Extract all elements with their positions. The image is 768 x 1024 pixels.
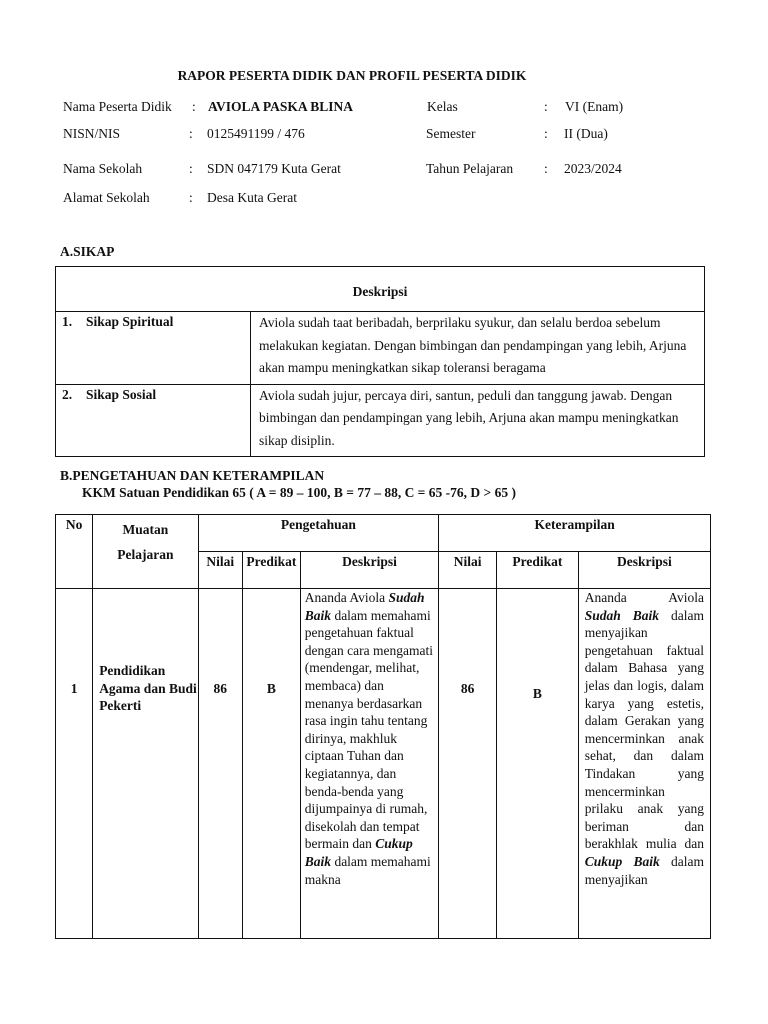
desc-emphasis: Sudah Baik <box>304 590 425 623</box>
desc-text: dalam menyajikan pengetahuan faktual dalam Bahasa yang jelas dan logis, dalam karya yang estetis, dalam Gerakan yang mencerminkan anak sehat, dan dalam Tindakan yang mencerminkan prilaku anak yang beriman dan berakhlak mulia dan <box>584 607 705 852</box>
header-pengetahuan: Pengetahuan <box>198 515 439 552</box>
sikap-description: Aviola sudah taat beribadah, berprilaku syukur, dan selalu berdoa sebelum melakukan kegiatan. Dengan bimbingan dan pendampingan yang lebih, Arjuna akan mampu meningkatkan sikap toleransi beragama <box>251 312 705 385</box>
alamat-label: Alamat Sekolah <box>63 190 150 205</box>
sekolah-value: SDN 047179 Kuta Gerat <box>207 161 341 176</box>
pengetahuan-predikat: B <box>242 589 300 939</box>
colon: : <box>189 126 193 141</box>
keterampilan-deskripsi <box>578 589 710 939</box>
semester-label: Semester <box>426 126 476 141</box>
tahun-value: 2023/2024 <box>564 161 622 176</box>
kelas-value: VI (Enam) <box>565 99 624 114</box>
row-number: 1. <box>62 314 73 329</box>
desc-text: Ananda Aviola <box>584 590 704 605</box>
header-deskripsi: Deskripsi <box>300 552 438 589</box>
header-no: No <box>56 515 93 589</box>
kelas-label: Kelas <box>427 99 458 114</box>
colon: : <box>544 161 548 176</box>
header-keterampilan: Keterampilan <box>439 515 711 552</box>
colon: : <box>189 190 193 205</box>
row-number: 2. <box>62 386 73 402</box>
sikap-label: Sikap Spiritual <box>86 314 174 329</box>
header-nilai: Nilai <box>439 552 497 589</box>
colon: : <box>192 99 196 114</box>
desc-emphasis: Sudah Baik <box>584 607 659 623</box>
grades-table <box>55 514 711 939</box>
alamat-value: Desa Kuta Gerat <box>207 190 297 205</box>
desc-text: Ananda Aviola <box>304 590 386 605</box>
desc-emphasis: Cukup Baik <box>584 853 660 869</box>
header-nilai: Nilai <box>198 552 242 589</box>
subject-name: Pendidikan Agama dan Budi Pekerti <box>93 589 198 939</box>
section-sikap-heading: A.SIKAP <box>60 244 115 259</box>
nisn-label: NISN/NIS <box>63 126 121 141</box>
sikap-desc-header: Deskripsi <box>56 267 705 312</box>
table-row <box>56 589 711 939</box>
header-predikat: Predikat <box>242 552 300 589</box>
nama-label: Nama Peserta Didik <box>63 99 172 114</box>
keterampilan-nilai: 86 <box>439 589 497 939</box>
pengetahuan-deskripsi <box>300 589 438 939</box>
header-deskripsi: Deskripsi <box>578 552 710 589</box>
header-predikat: Predikat <box>497 552 579 589</box>
nama-value: AVIOLA PASKA BLINA <box>208 99 354 114</box>
colon: : <box>189 161 193 176</box>
desc-emphasis: Cukup Baik <box>304 836 413 869</box>
colon: : <box>544 126 548 141</box>
tahun-label: Tahun Pelajaran <box>426 161 514 176</box>
section-pengetahuan-heading: B.PENGETAHUAN DAN KETERAMPILAN <box>60 468 325 483</box>
desc-text: dalam memahami pengetahuan faktual dengan cara mengamati (mendengar, melihat, membaca) dan menanya berdasarkan rasa ingin tahu tentang dirinya, makhluk ciptaan Tuhan dan kegiatannya, dan benda-benda yang dijumpainya di rumah, disekolah dan tempat bermain dan <box>304 607 433 852</box>
report-title: RAPOR PESERTA DIDIK DAN PROFIL PESERTA DIDIK <box>177 68 527 83</box>
sikap-table <box>55 266 705 457</box>
keterampilan-predikat: B <box>497 589 579 939</box>
table-row <box>56 384 705 457</box>
semester-value: II (Dua) <box>564 126 608 141</box>
sikap-description: Aviola sudah jujur, percaya diri, santun, peduli dan tanggung jawab. Dengan bimbingan dan pendampingan yang lebih, Arjuna akan mampu meningkatkan sikap disiplin. <box>251 384 705 457</box>
sekolah-label: Nama Sekolah <box>63 161 143 176</box>
sikap-label: Sikap Sosial <box>86 386 157 402</box>
table-row <box>56 312 705 385</box>
colon: : <box>544 99 548 114</box>
row-number: 1 <box>56 589 93 939</box>
desc-text: dalam menyajikan <box>584 853 705 887</box>
nisn-value: 0125491199 / 476 <box>207 126 305 141</box>
kkm-text: KKM Satuan Pendidikan 65 ( A = 89 – 100, B = 77 – 88, C = 65 -76, D > 65 ) <box>82 485 516 500</box>
header-muatan: Muatan Pelajaran <box>93 515 198 589</box>
desc-text: dalam memahami makna <box>304 853 431 887</box>
pengetahuan-nilai: 86 <box>198 589 242 939</box>
